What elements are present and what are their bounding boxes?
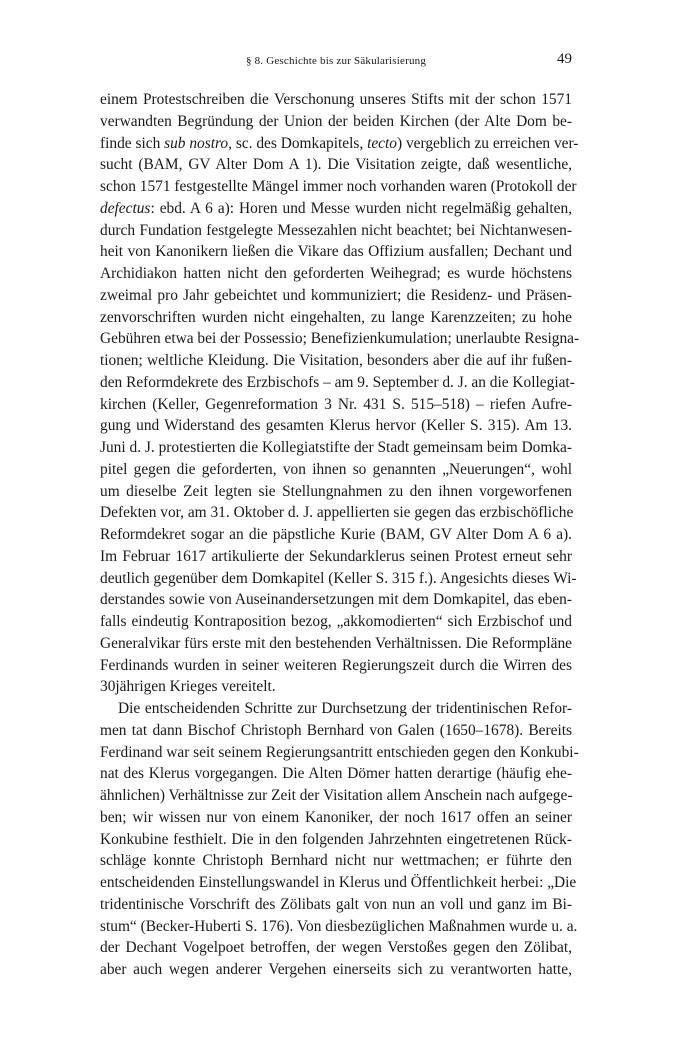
italic-term: tecto [367, 134, 397, 152]
text-segment: den Reformdekrete des Erzbischofs – am 9. September d. J. an die Kollegiat- [100, 373, 575, 391]
italic-term: sub nostro, [164, 134, 232, 152]
text-line [100, 959, 572, 981]
text-line [100, 111, 572, 133]
text-line [100, 633, 572, 655]
text-line [100, 176, 577, 198]
text-segment: ) vergeblich zu erreichen ver- [396, 134, 579, 152]
text-segment: nat des Klerus vorgegangen. Die Alten Dömer hatten derartige (häufig ehe- [100, 765, 572, 783]
text-segment: falls eindeutig Kontraposition bezog, „akkomodierten“ sich Erzbischof und [100, 613, 572, 630]
text-line [100, 524, 572, 546]
text-line [100, 785, 572, 807]
text-line [100, 350, 572, 372]
text-line [100, 372, 575, 394]
text-line [100, 89, 572, 111]
text-line [100, 133, 579, 155]
text-segment: der Dechant Vogelpoet betroffen, der wegen Verstoßes gegen den Zölibat, [100, 939, 572, 957]
paragraph-first-line [100, 698, 572, 720]
text-segment: tionen; weltliche Kleidung. Die Visitation, besonders aber die auf ihr fußen- [100, 352, 572, 369]
text-segment: sc. des Domkapitels, [231, 134, 368, 152]
text-segment: Ferdinands wurden in seiner weiteren Regierungszeit durch die Wirren des [100, 656, 572, 674]
text-line [100, 589, 572, 611]
text-segment: entscheidenden Einstellungswandel in Klerus und Öffentlichkeit herbei: „Die [100, 874, 577, 891]
running-header [100, 51, 572, 71]
text-line [100, 894, 572, 916]
text-line [100, 502, 572, 524]
text-line [100, 263, 572, 285]
text-line [100, 285, 572, 307]
text-line [100, 720, 572, 742]
text-segment: Gebühren etwa bei der Possessio; Benefizienkumulation; unerlaubte Resigna- [100, 330, 580, 348]
text-line [100, 546, 572, 568]
text-segment: 30jährigen Krieges vereitelt. [100, 678, 276, 696]
text-line [100, 328, 580, 350]
text-line [100, 655, 572, 677]
text-segment: durch Fundation festgelegte Messezahlen nicht beachtet; bei Nichtanwesen- [100, 221, 572, 239]
text-line [100, 220, 572, 242]
text-line [100, 611, 572, 633]
text-segment: Konkubine festhielt. Die in den folgenden Jahrzehnten eingetretenen Rück- [100, 830, 572, 848]
text-line [100, 394, 572, 416]
text-segment: zweimal pro Jahr gebeichtet und kommuniziert; die Residenz- und Präsen- [100, 286, 572, 304]
text-line [100, 481, 572, 503]
text-segment: stum“ (Becker-Huberti S. 176). Von diesbezüglichen Maßnahmen wurde u. a. [100, 917, 578, 935]
text-segment: Juni d. J. protestierten die Kollegiatstifte der Stadt gemeinsam beim Domka- [100, 439, 572, 456]
paragraph-last-line [100, 676, 572, 698]
text-segment: derstandes sowie von Auseinandersetzungen mit dem Domkapitel, das eben- [100, 591, 572, 609]
text-segment: Die entscheidenden Schritte zur Durchsetzung der tridentinischen Refor- [118, 700, 572, 717]
text-segment: zenvorschriften wurden nicht eingehalten, zu lange Karenzzeiten; zu hohe [100, 308, 572, 326]
text-segment: Generalvikar fürs erste mit den bestehenden Verhältnissen. Die Reformpläne [100, 634, 572, 652]
text-line [100, 154, 572, 176]
text-segment: Im Februar 1617 artikulierte der Sekundarklerus seinen Protest erneut sehr [100, 547, 572, 565]
text-segment: tridentinische Vorschrift des Zölibats galt von nun an voll und ganz im Bi- [100, 895, 572, 913]
text-segment: Ferdinand war seit seinem Regierungsantritt entschieden gegen den Konkubi- [100, 743, 579, 761]
text-line [100, 850, 572, 872]
text-line [100, 241, 572, 263]
text-segment: pitel gegen die geforderten, von ihnen so genannten „Neuerungen“, wohl [100, 460, 572, 478]
text-line [100, 807, 572, 829]
text-segment: verwandten Begründung der Union der beiden Kirchen (der Alte Dom be- [100, 112, 572, 130]
text-line [100, 742, 579, 764]
text-segment: : ebd. A 6 a): Horen und Messe wurden nicht regelmäßig gehalten, [150, 199, 572, 217]
italic-term: defectus [100, 199, 151, 217]
text-segment: ähnlichen) Verhältnisse zur Zeit der Visitation allem Anschein nach aufgege- [100, 787, 573, 804]
text-segment: gung und Widerstand des gesamten Klerus hervor (Keller S. 315). Am 13. [100, 417, 572, 435]
text-line [100, 307, 572, 329]
text-segment: heit von Kanonikern ließen die Vikare das Offizium ausfallen; Dechant und [100, 243, 572, 261]
text-line [100, 937, 572, 959]
text-segment: Defekten vor, am 31. Oktober d. J. appellierten sie gegen das erzbischöfliche [100, 504, 574, 522]
text-segment: Archidiakon hatten nicht den geforderten Weihegrad; es wurde höchstens [100, 265, 572, 282]
text-segment: um dieselbe Zeit legten sie Stellungnahmen zu den ihnen vorgeworfenen [100, 482, 572, 500]
text-segment: kirchen (Keller, Gegenreformation 3 Nr. 431 S. 515–518) – riefen Aufre- [100, 395, 572, 413]
text-line [100, 829, 572, 851]
text-segment: finde sich [100, 134, 165, 152]
text-segment: sucht (BAM, GV Alter Dom A 1). Die Visitation zeigte, daß wesentliche, [100, 156, 572, 174]
text-line [100, 916, 578, 938]
text-line [100, 415, 572, 437]
text-line [100, 437, 572, 459]
text-segment: Reformdekret sogar an die päpstliche Kurie (BAM, GV Alter Dom A 6 a). [100, 526, 572, 543]
text-segment: deutlich gegenüber dem Domkapitel (Keller S. 315 f.). Angesichts dieses Wi- [100, 569, 577, 587]
body-text [100, 89, 580, 981]
text-line [100, 198, 572, 220]
text-segment: schläge konnte Christoph Bernhard nicht nur wettmachen; er führte den [100, 852, 572, 870]
text-line [100, 459, 572, 481]
page-number: 49 [557, 51, 572, 67]
text-segment: schon 1571 festgestellte Mängel immer noch vorhanden waren (Protokoll der [100, 178, 577, 195]
text-segment: aber auch wegen anderer Vergehen einerseits sich zu verantworten hatte, [100, 961, 572, 978]
text-line [100, 568, 577, 590]
running-title: § 8. Geschichte bis zur Säkularisierung [245, 55, 427, 67]
text-segment: men tat dann Bischof Christoph Bernhard von Galen (1650–1678). Bereits [100, 721, 572, 739]
text-line [100, 872, 577, 894]
text-segment: ben; wir wissen nur von einem Kanoniker, der noch 1617 offen an seiner [100, 808, 572, 826]
text-segment: einem Protestschreiben die Verschonung unseres Stifts mit der schon 1571 [100, 91, 572, 108]
text-line [100, 763, 572, 785]
